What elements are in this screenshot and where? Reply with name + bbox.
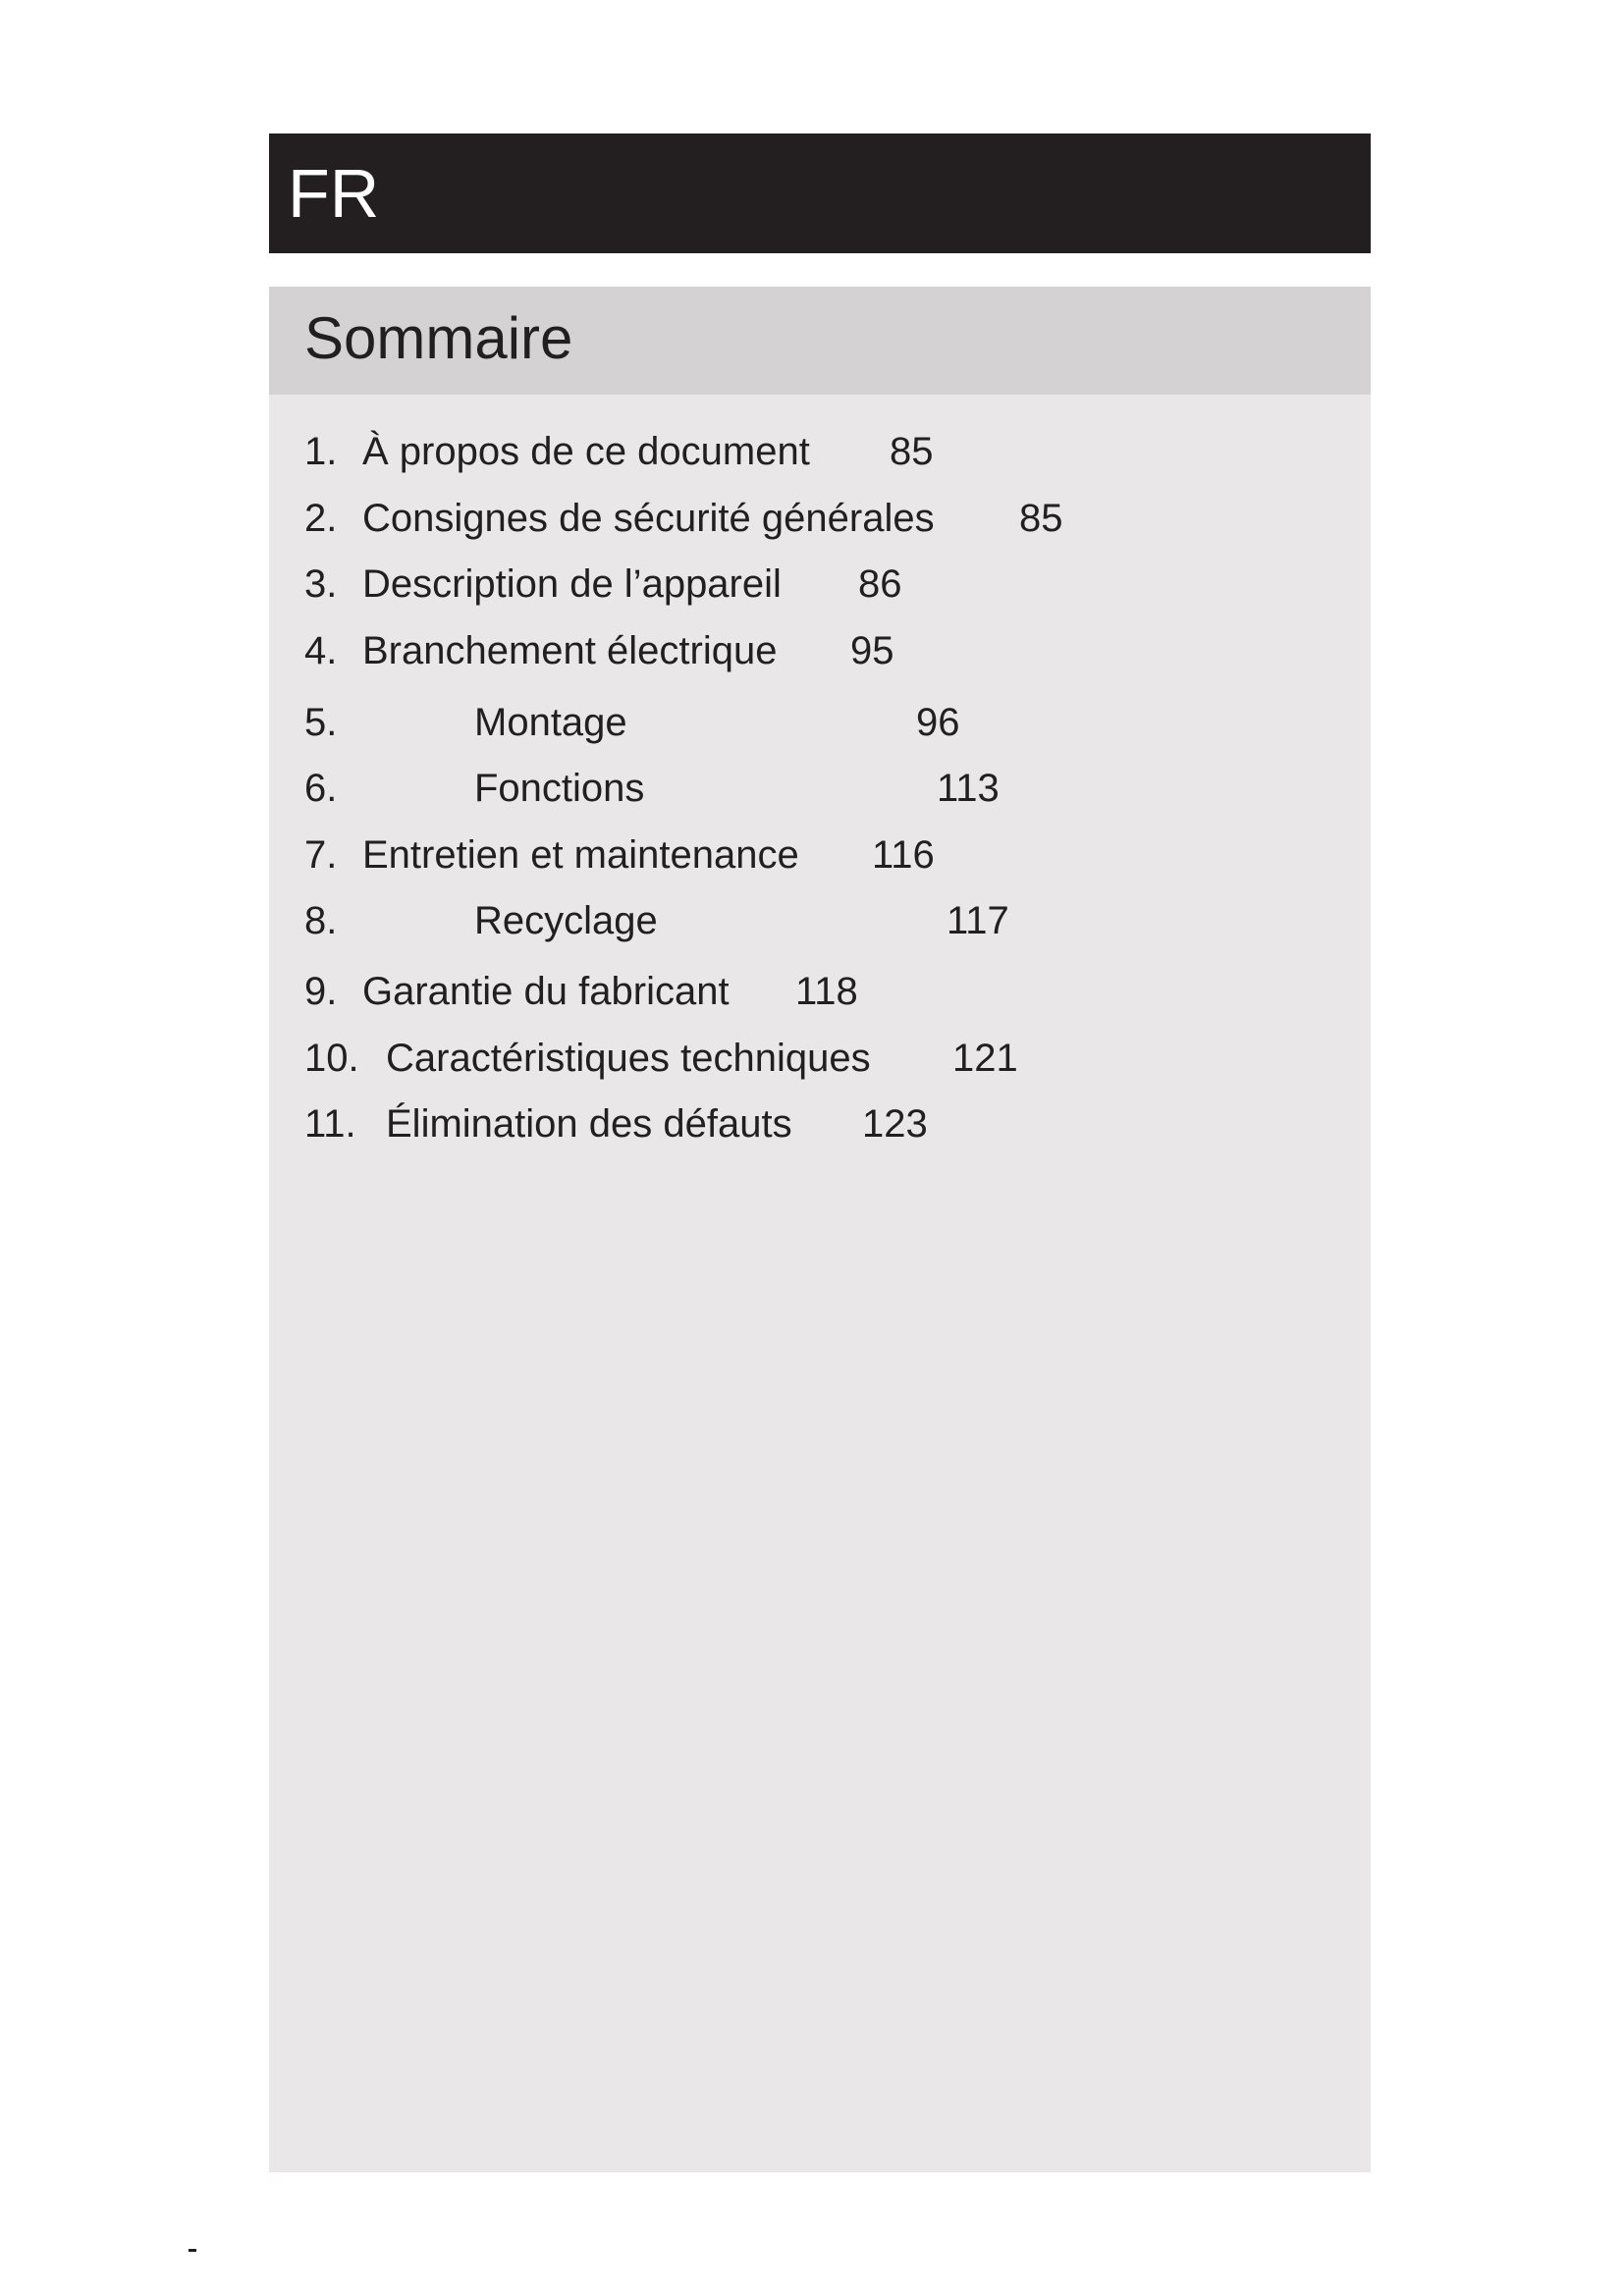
toc-item-page: 96 (916, 701, 960, 744)
toc-item-title: Description de l’appareil (362, 562, 782, 606)
toc-item-number: 1. (304, 430, 338, 473)
toc-item-title: Branchement électrique (362, 629, 778, 672)
toc-item-page: 121 (952, 1037, 1018, 1080)
toc-item-page: 86 (858, 562, 902, 606)
toc-item-page: 85 (890, 430, 934, 473)
toc-item-title: Élimination des défauts (386, 1102, 792, 1146)
toc-item-title: Montage (474, 701, 627, 744)
table-of-contents-panel (269, 287, 1371, 2172)
toc-item-number: 2. (304, 497, 338, 540)
toc-item-number: 9. (304, 970, 338, 1013)
toc-item-title: Fonctions (474, 767, 645, 810)
toc-item-number: 4. (304, 629, 338, 672)
toc-item-title: Entretien et maintenance (362, 833, 799, 877)
toc-item-page: 85 (1019, 497, 1063, 540)
toc-item-title: Garantie du fabricant (362, 970, 730, 1013)
page-mark (189, 2249, 196, 2252)
toc-item-number: 6. (304, 767, 338, 810)
toc-item-title: Recyclage (474, 899, 658, 942)
language-header-bar (269, 133, 1371, 253)
toc-item-page: 95 (850, 629, 894, 672)
toc-item-number: 8. (304, 899, 338, 942)
toc-item-number: 5. (304, 701, 338, 744)
language-code: FR (288, 155, 380, 232)
toc-item-page: 123 (862, 1102, 928, 1146)
toc-item-number: 7. (304, 833, 338, 877)
toc-item-title: À propos de ce document (362, 430, 810, 473)
toc-title: Sommaire (304, 305, 573, 371)
toc-item-number: 11. (304, 1102, 356, 1146)
toc-item-number: 3. (304, 562, 338, 606)
toc-item-page: 116 (872, 833, 935, 877)
toc-item-title: Consignes de sécurité générales (362, 497, 935, 540)
toc-item-number: 10. (304, 1037, 359, 1080)
toc-item-page: 113 (937, 767, 1000, 810)
toc-item-page: 118 (795, 970, 858, 1013)
toc-item-page: 117 (947, 899, 1009, 942)
toc-item-title: Caractéristiques techniques (386, 1037, 871, 1080)
toc-list (269, 287, 1371, 2172)
